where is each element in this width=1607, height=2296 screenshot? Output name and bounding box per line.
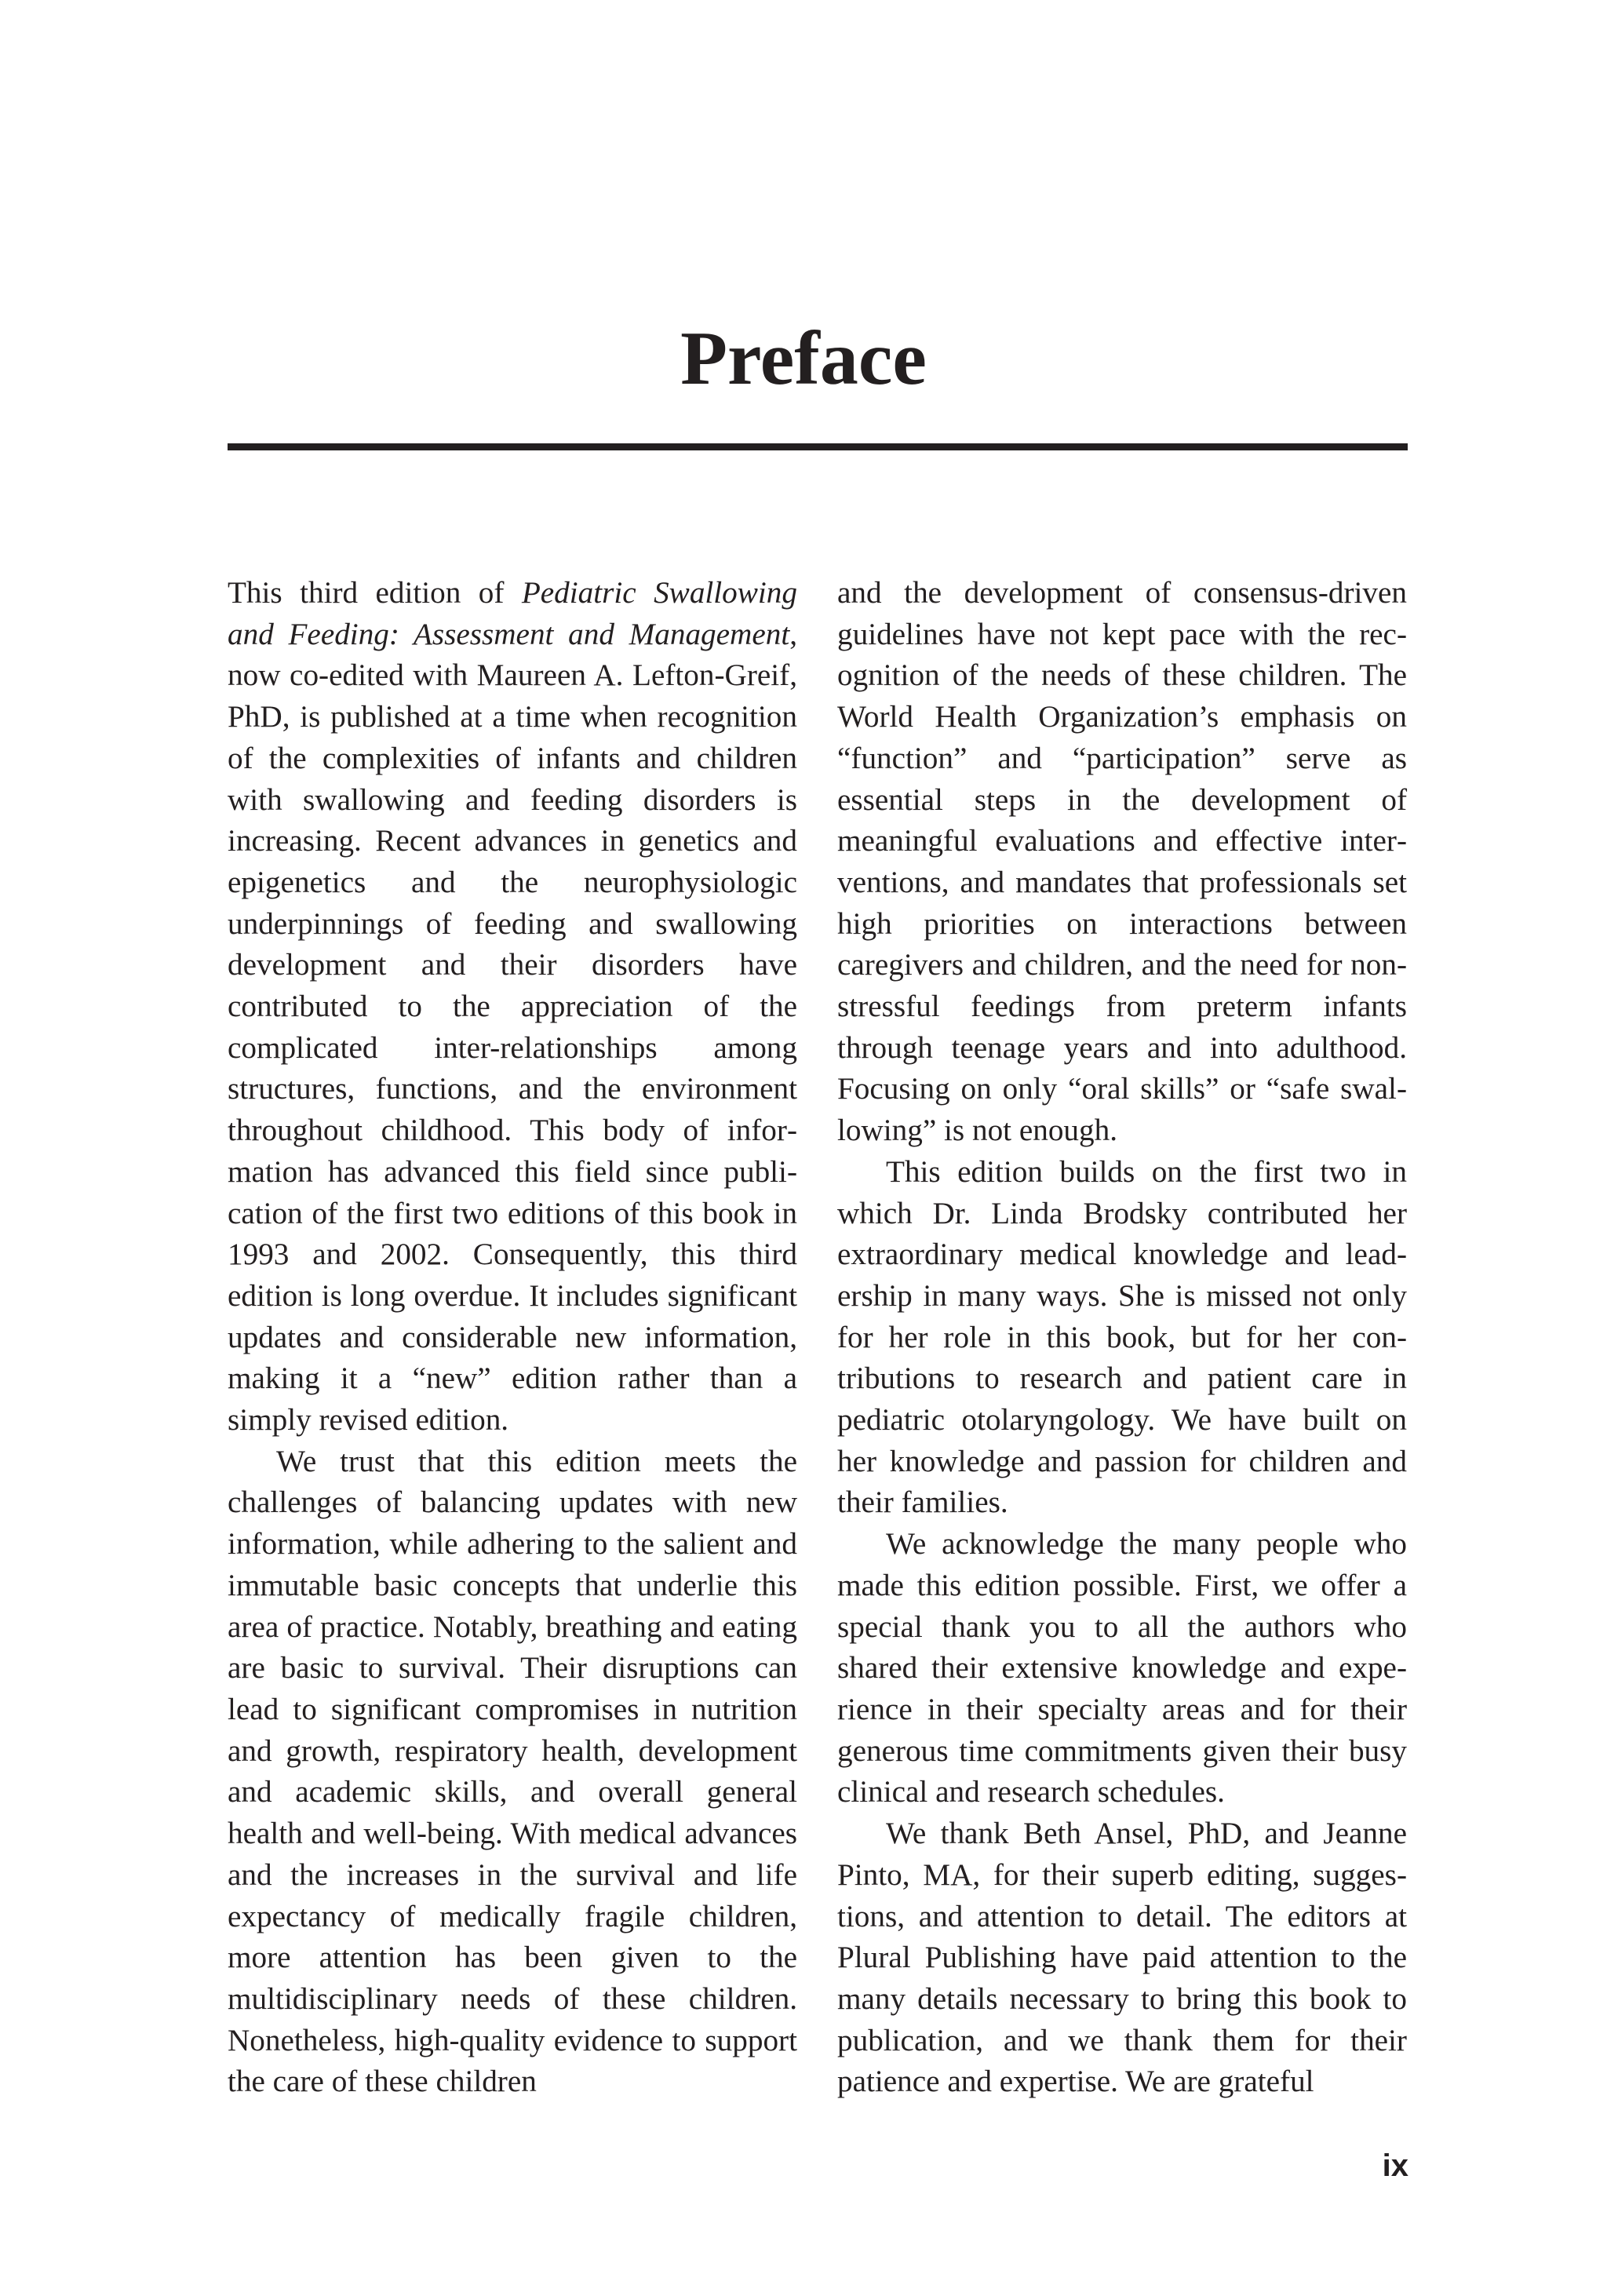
paragraph-brodsky: This edition builds on the first two in which Dr. Linda Brodsky contributed her extraordinary medical knowledge and leadership in many ways. She is missed not only for her role in this book, but for her contributions to research and patient care in pediatric otolaryngology. We have built on her knowledge and passion for children and their families.	[837, 1154, 1407, 1520]
paragraph-guidelines: and the development of consensus-driven guidelines have not kept pace with the recognition of the needs of these children. The World Health Organization’s emphasis on “function” and “participation” serve as essential steps in the development of meaningful evaluations and effective interventions, and mandates that professionals set high priorities on interactions between caregivers and children, and the need for non-stressful feedings from preterm infants through teenage years and into adulthood. Focusing on only “oral skills” or “safe swallowing” is not enough.	[837, 576, 1407, 1148]
intro-text-rest: , now co-edited with Maureen A. Lefton-Greif, PhD, is published at a time when recognition of the complexities of infants and children with swallowing and feeding disorders is increasing. Recent advances in genetics and epigenetics and the neurophysiologic underpinnings of feeding and swallowing development and their disorders have contributed to the appreciation of the complicated inter-relationships among structures, functions, and the environment throughout childhood. This body of information has advanced this field since publication of the first two editions of this book in 1993 and 2002. Consequently, this third edition is long overdue. It includes significant updates and considerable new information, making it a “new” edition rather than a simply revised edition.	[228, 617, 797, 1438]
paragraph-intro	[228, 573, 797, 1441]
book-title-italic: Pediatric Swallowing and Feeding: Assessment and Management	[228, 576, 797, 651]
paragraph-challenges: We trust that this edition meets the challenges of balancing updates with new information, while adhering to the salient and immutable basic concepts that underlie this area of practice. Notably, breathing and eating are basic to survival. Their disruptions can lead to significant compromises in nutrition and growth, respiratory health, development and academic skills, and overall general health and well-being. With medical advances and the increases in the survival and life expectancy of medically fragile children, more attention has been given to the multidisciplinary needs of these children. Nonetheless, high-quality evidence to support the care of these children	[228, 1444, 797, 2099]
paragraph-thanks-editors: We thank Beth Ansel, PhD, and Jeanne Pinto, MA, for their superb editing, suggestions, and attention to detail. The editors at Plural Publishing have paid attention to the many details necessary to bring this book to publication, and we thank them for their patience and expertise. We are grateful	[837, 1817, 1407, 2099]
page-title: Preface	[680, 316, 927, 401]
left-column	[228, 573, 797, 2103]
paragraph-acknowledgements: We acknowledge the many people who made this edition possible. First, we offer a special thank you to all the authors who shared their extensive knowledge and experience in their specialty areas and for their generous time commitments given their busy clinical and research schedules.	[837, 1527, 1407, 1809]
page-number: ix	[1382, 2148, 1408, 2183]
intro-text-start: This third edition of	[228, 576, 522, 610]
right-column	[837, 573, 1407, 2103]
title-rule	[228, 443, 1408, 450]
